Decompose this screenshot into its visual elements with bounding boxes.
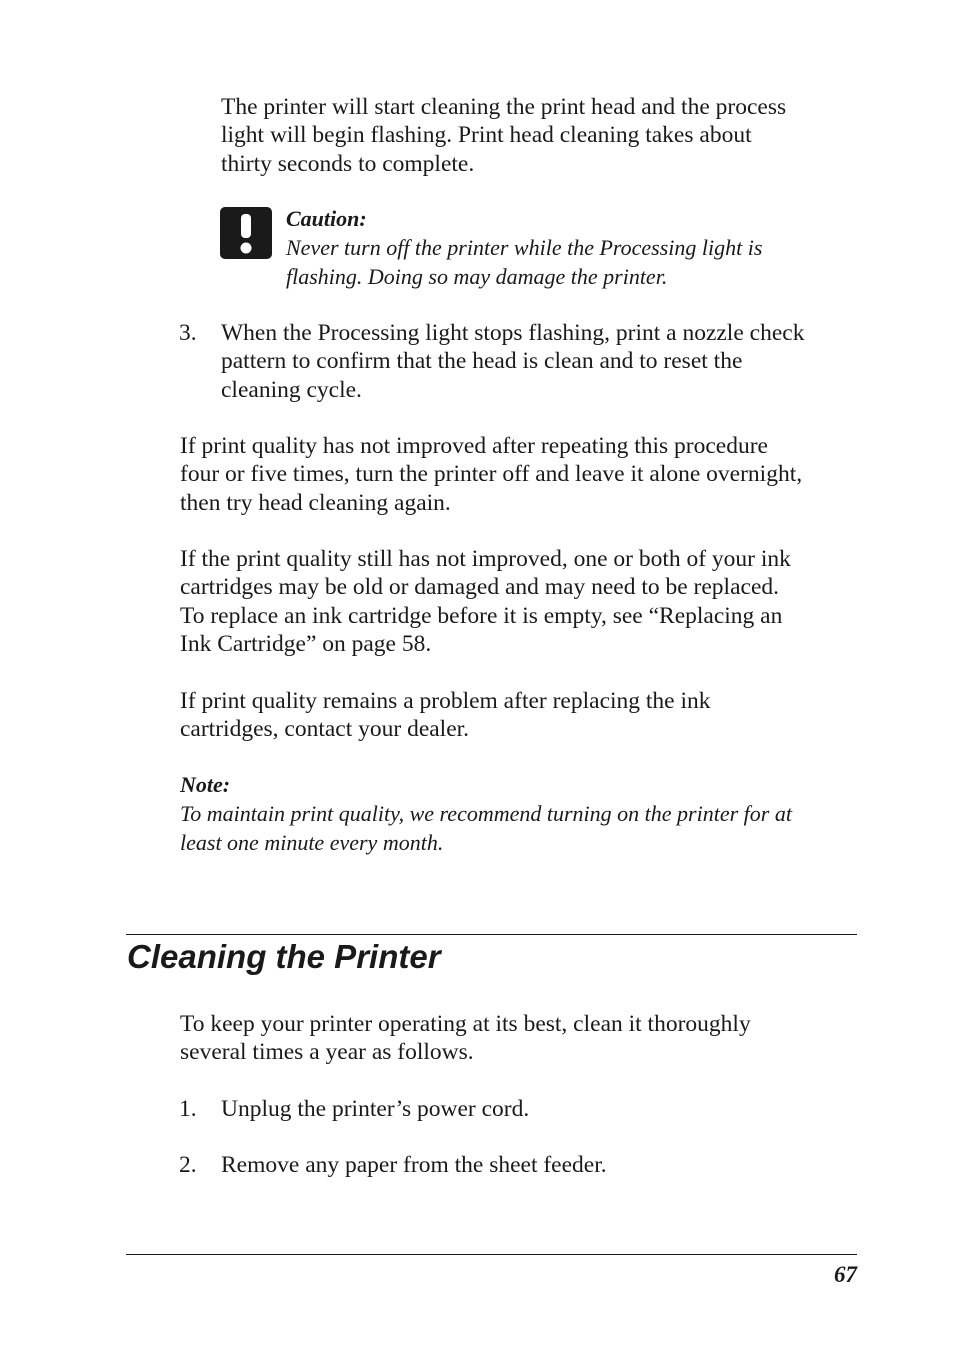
cartridges-paragraph <box>180 545 791 658</box>
text-line: cartridges may be old or damaged and may need to be replaced. <box>180 574 779 601</box>
footer-divider <box>126 1254 857 1255</box>
text-line: then try head cleaning again. <box>180 489 451 516</box>
text-line: least one minute every month. <box>180 829 444 855</box>
text-line: Never turn off the printer while the Processing light is <box>286 235 763 260</box>
step-number: 3. <box>179 320 197 346</box>
text-line: pattern to confirm that the head is clean and to reset the <box>221 348 743 375</box>
text-line: If print quality has not improved after repeating this procedure <box>180 433 768 459</box>
caution-text <box>286 234 762 291</box>
text-line: If the print quality still has not improved, one or both of your ink <box>180 546 791 572</box>
section-heading: Cleaning the Printer <box>127 938 441 975</box>
section-intro-paragraph <box>180 1010 751 1067</box>
step-text: Unplug the printer’s power cord. <box>221 1096 530 1122</box>
step-text: Remove any paper from the sheet feeder. <box>221 1152 607 1178</box>
text-line: thirty seconds to complete. <box>221 150 475 177</box>
text-line: If print quality remains a problem after replacing the ink <box>180 688 711 714</box>
text-line: The printer will start cleaning the print head and the process <box>221 94 787 120</box>
exclamation-icon <box>220 207 272 259</box>
repeat-paragraph <box>180 432 802 517</box>
step-number: 1. <box>179 1096 197 1122</box>
text-line: four or five times, turn the printer off and leave it alone overnight, <box>180 461 803 488</box>
text-line: To maintain print quality, we recommend turning on the printer for at <box>180 801 792 826</box>
step-number: 2. <box>179 1152 197 1178</box>
text-line: Ink Cartridge” on page 58. <box>180 630 432 657</box>
text-line: To replace an ink cartridge before it is empty, see “Replacing an <box>180 602 783 629</box>
step-text <box>221 319 804 404</box>
intro-paragraph <box>221 93 786 178</box>
text-line: When the Processing light stops flashing, print a nozzle check <box>221 320 805 346</box>
note-title: Note: <box>180 772 231 797</box>
text-line: flashing. Doing so may damage the printer. <box>286 263 668 289</box>
dealer-paragraph <box>180 687 711 744</box>
caution-title: Caution: <box>286 206 367 231</box>
text-line: light will begin flashing. Print head cleaning takes about <box>221 122 752 149</box>
text-line: cartridges, contact your dealer. <box>180 716 470 743</box>
text-line: several times a year as follows. <box>180 1039 474 1066</box>
text-line: To keep your printer operating at its best, clean it thoroughly <box>180 1011 751 1037</box>
text-line: cleaning cycle. <box>221 376 362 403</box>
note-text <box>180 800 792 857</box>
page-number: 67 <box>834 1262 857 1287</box>
